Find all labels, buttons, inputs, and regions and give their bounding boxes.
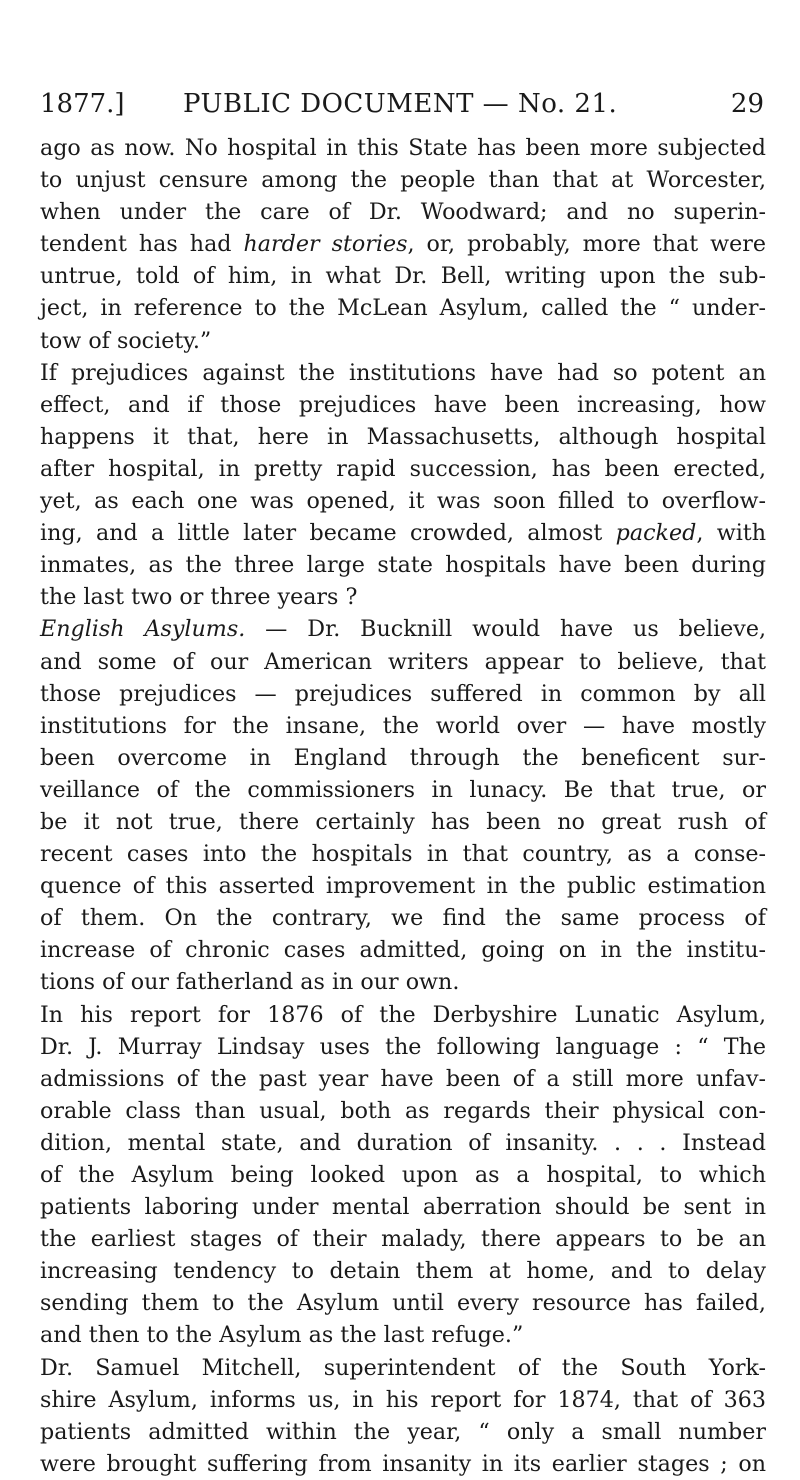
text-run: orable class than usual, both as regards their physical con-	[40, 1097, 766, 1124]
text-line	[40, 196, 766, 228]
text-run: patients laboring under mental aberration should be sent in	[40, 1194, 766, 1221]
text-run: Dr. Samuel Mitchell, superintendent of the South York-	[40, 1354, 766, 1381]
text-line	[40, 421, 766, 453]
text-line	[40, 646, 766, 678]
text-line	[40, 613, 766, 645]
text-line	[40, 1063, 766, 1095]
header-year: 1877.]	[40, 89, 125, 119]
text-run: If prejudices against the institutions have had so potent an	[40, 359, 766, 386]
text-line	[40, 902, 766, 934]
text-run: the last two or three years ?	[40, 584, 358, 611]
text-run: tions of our fatherland as in our own.	[40, 969, 460, 996]
text-line	[40, 292, 766, 324]
text-run: been overcome in England through the beneficent sur-	[40, 744, 766, 771]
italic-text: packed	[615, 520, 697, 547]
text-run: , with	[696, 520, 766, 547]
text-line	[40, 1031, 766, 1063]
text-run: of the Asylum being looked upon as a hospital, to which	[40, 1162, 766, 1188]
text-line	[40, 1095, 766, 1127]
italic-text: harder stories	[243, 231, 408, 258]
text-line	[40, 1223, 766, 1255]
text-line	[40, 260, 766, 292]
text-run: patients admitted within the year, “ only a small number	[40, 1418, 766, 1445]
text-line	[40, 164, 766, 196]
text-line	[40, 1416, 766, 1448]
text-line	[40, 389, 766, 421]
text-run: and then to the Asylum as the last refuge.”	[40, 1322, 524, 1349]
running-header	[40, 84, 764, 124]
text-line	[40, 1448, 766, 1480]
text-line	[40, 1255, 766, 1287]
body-text	[40, 132, 766, 1480]
text-line	[40, 999, 766, 1031]
text-run: In his report for 1876 of the Derbyshire Lunatic Asylum,	[40, 1001, 766, 1028]
text-run: , or, probably, more that were	[407, 231, 766, 258]
text-run: of them. On the contrary, we find the same process of	[40, 905, 766, 932]
text-line	[40, 710, 766, 742]
text-line	[40, 838, 766, 870]
text-line	[40, 1384, 766, 1416]
text-run: effect, and if those prejudices have been increasing, how	[40, 391, 766, 418]
text-run: — Dr. Bucknill would have us believe,	[245, 616, 767, 643]
text-line	[40, 1352, 766, 1384]
text-run: tow of society.”	[40, 327, 212, 354]
text-line	[40, 517, 766, 549]
text-run: Dr. J. Murray Lindsay uses the following language : “ The	[40, 1033, 766, 1060]
header-title: PUBLIC DOCUMENT — No. 21.	[183, 89, 618, 119]
text-line	[40, 774, 766, 806]
text-run: dition, mental state, and duration of insanity. . . . Instead	[40, 1129, 766, 1156]
text-run: be it not true, there certainly has been no great rush of	[40, 808, 766, 835]
text-run: after hospital, in pretty rapid succession, has been erected,	[40, 455, 766, 482]
text-run: those prejudices — prejudices suffered in common by all	[40, 680, 766, 707]
text-run: were brought suffering from insanity in its earlier stages ; on	[40, 1450, 766, 1477]
text-run: yet, as each one was opened, it was soon filled to overflow-	[40, 488, 766, 515]
text-line	[40, 870, 766, 902]
text-run: quence of this asserted improvement in the public estimation	[40, 873, 766, 900]
text-line	[40, 742, 766, 774]
page-number: 29	[730, 89, 764, 119]
text-run: tendent has had	[40, 231, 244, 258]
text-line	[40, 1319, 766, 1351]
text-run: to unjust censure among the people than that at Worcester,	[40, 167, 766, 194]
text-line	[40, 485, 766, 517]
text-line	[40, 228, 766, 260]
text-run: ject, in reference to the McLean Asylum, called the “ under-	[40, 295, 766, 322]
text-line	[40, 1287, 766, 1319]
text-line	[40, 966, 766, 998]
text-line	[40, 934, 766, 966]
text-run: sending them to the Asylum until every resource has failed,	[40, 1290, 766, 1317]
text-line	[40, 806, 766, 838]
text-run: ago as now. No hospital in this State has been more subjected	[40, 135, 766, 161]
text-line	[40, 325, 766, 357]
text-line	[40, 1159, 766, 1191]
text-line	[40, 678, 766, 710]
text-run: and some of our American writers appear to believe, that	[40, 648, 766, 675]
text-line	[40, 132, 766, 164]
text-run: institutions for the insane, the world over — have mostly	[40, 712, 766, 739]
text-line	[40, 1127, 766, 1159]
text-line	[40, 581, 766, 613]
text-run: untrue, told of him, in what Dr. Bell, writing upon the sub-	[40, 263, 766, 290]
text-run: admissions of the past year have been of a still more unfav-	[40, 1065, 766, 1092]
italic-text: English Asylums.	[40, 616, 246, 643]
text-line	[40, 453, 766, 485]
text-run: happens it that, here in Massachusetts, although hospital	[40, 423, 766, 450]
text-run: inmates, as the three large state hospitals have been during	[40, 552, 766, 579]
text-run: when under the care of Dr. Woodward; and no superin-	[40, 199, 766, 226]
text-run: the earliest stages of their malady, there appears to be an	[40, 1226, 766, 1253]
text-line	[40, 357, 766, 389]
text-line	[40, 549, 766, 581]
text-run: ing, and a little later became crowded, almost	[40, 520, 616, 547]
text-run: increasing tendency to detain them at home, and to delay	[40, 1258, 766, 1285]
text-run: increase of chronic cases admitted, going on in the institu-	[40, 937, 766, 964]
text-run: recent cases into the hospitals in that country, as a conse-	[40, 841, 766, 868]
text-run: shire Asylum, informs us, in his report for 1874, that of 363	[40, 1386, 766, 1413]
text-run: veillance of the commissioners in lunacy. Be that true, or	[40, 776, 766, 803]
text-line	[40, 1191, 766, 1223]
